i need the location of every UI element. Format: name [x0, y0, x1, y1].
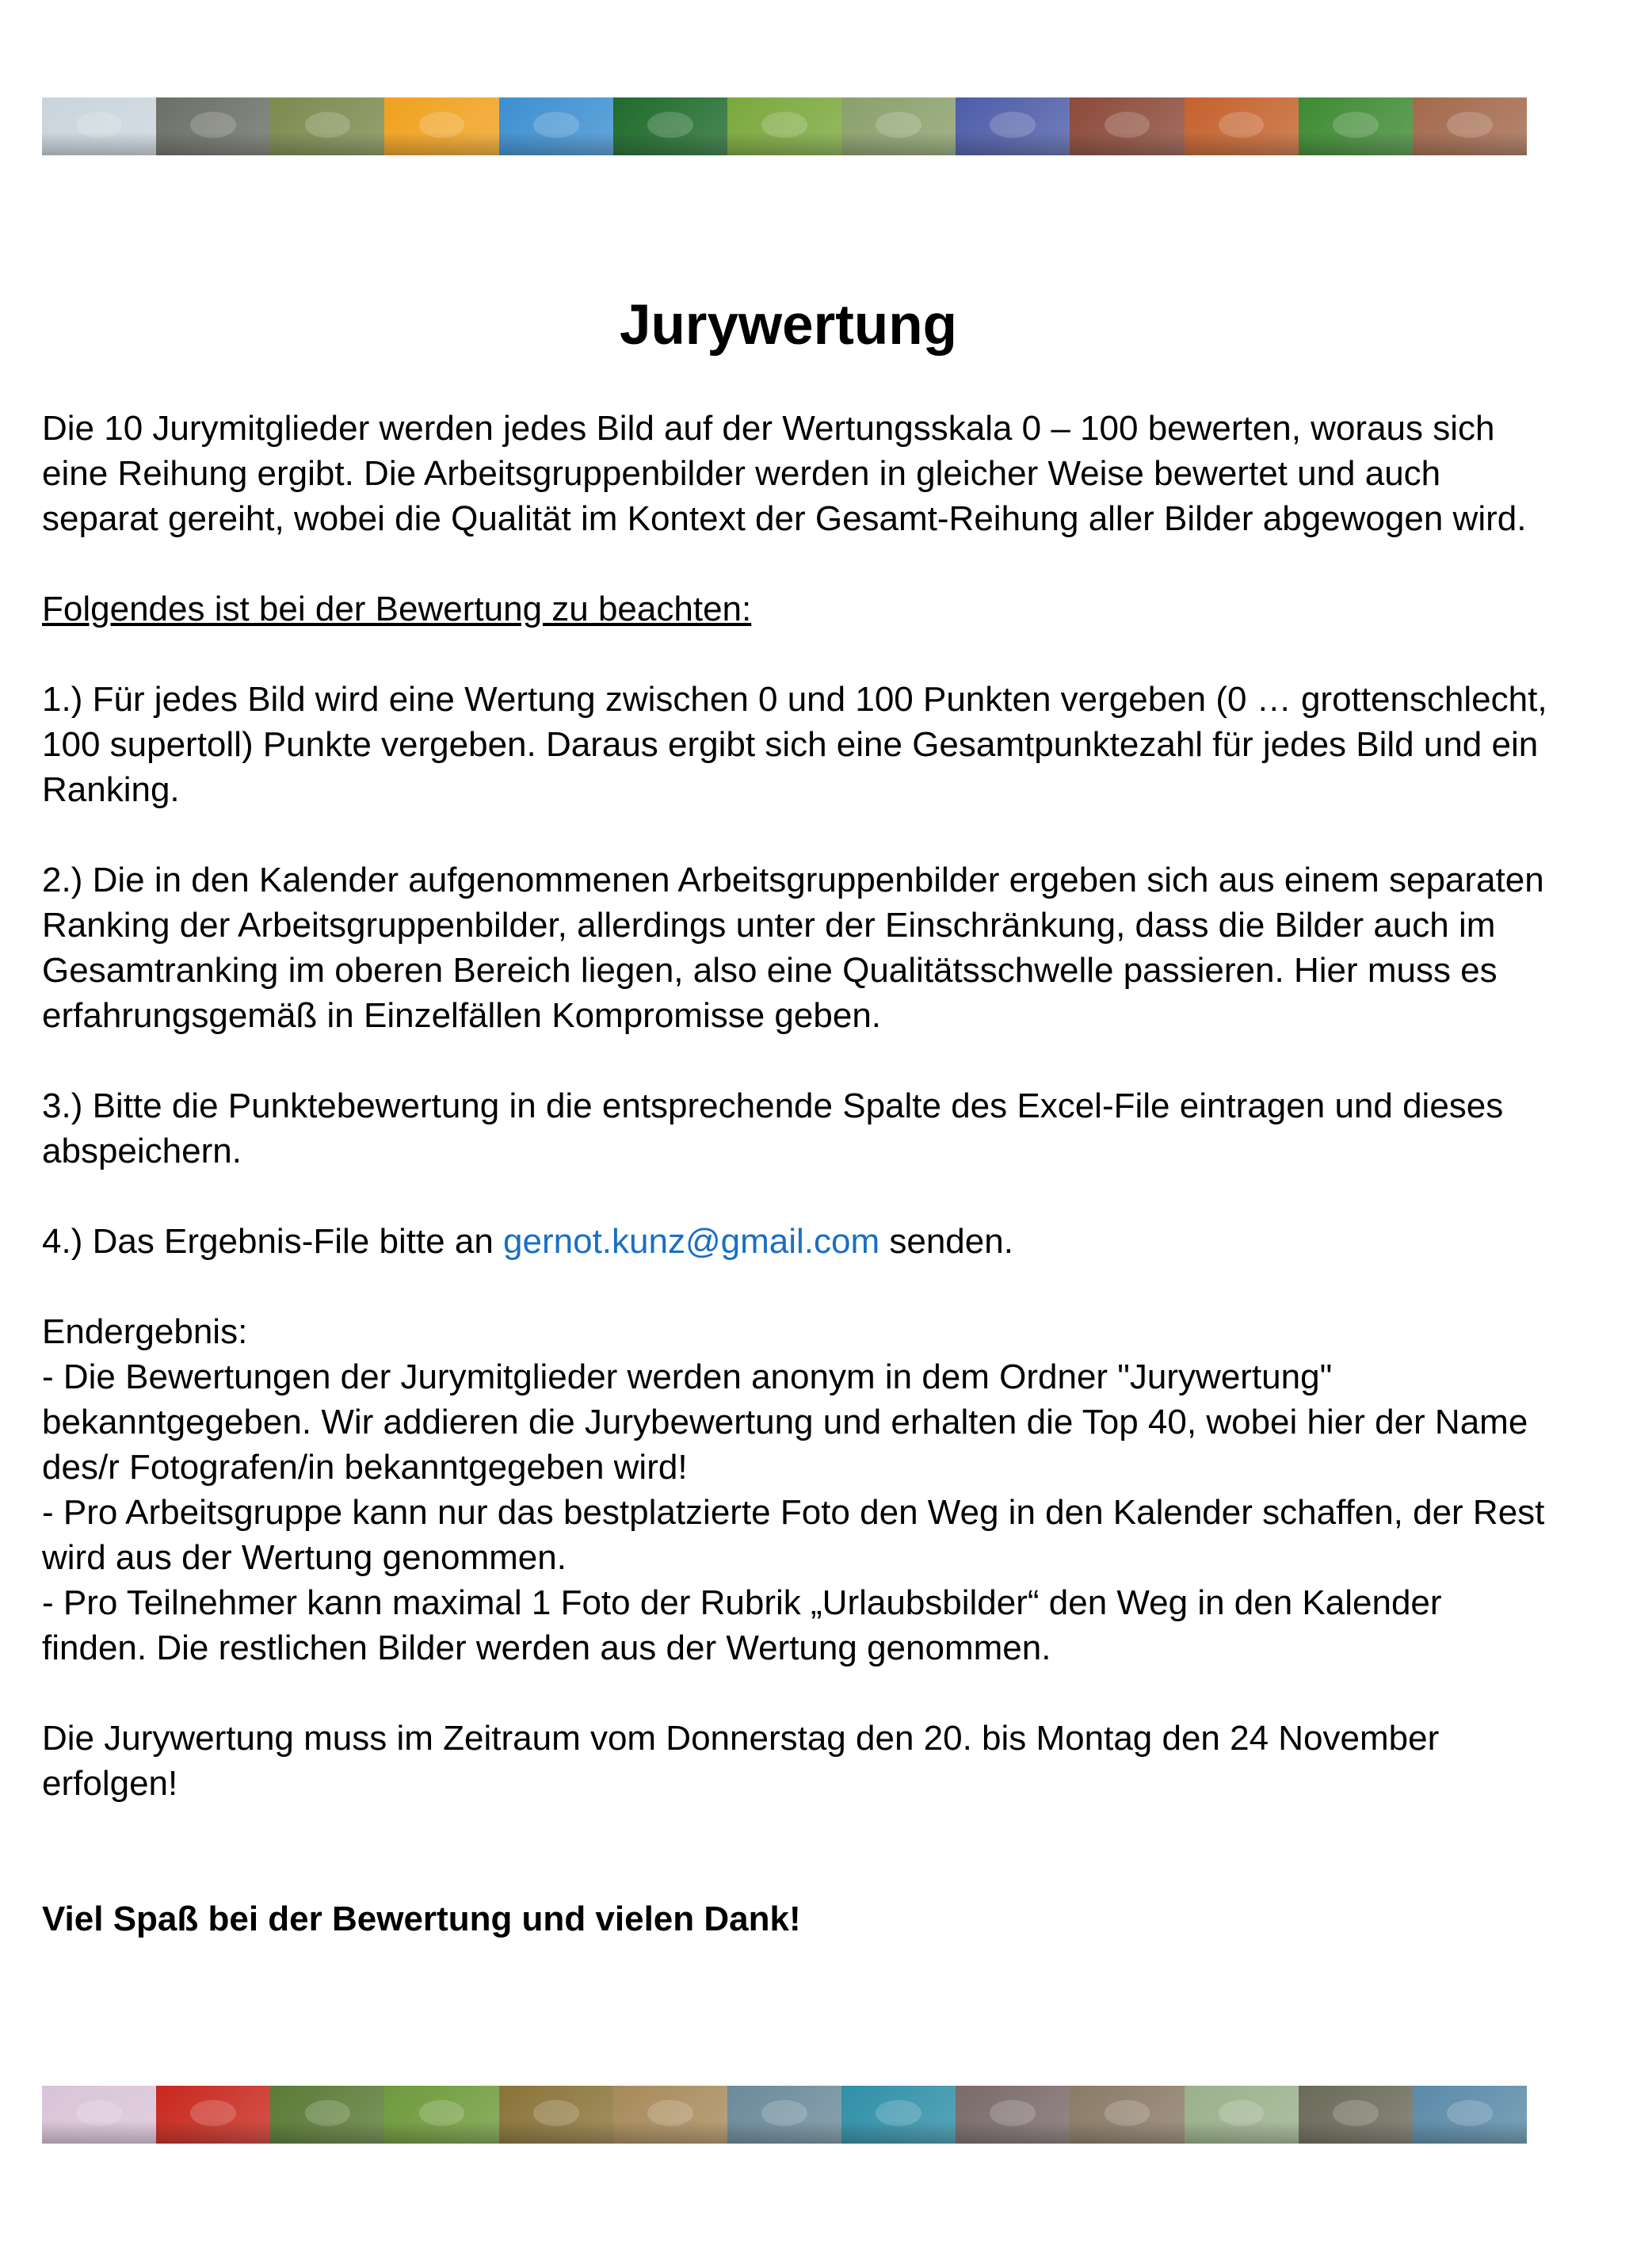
- photo-thumbnail: [1070, 97, 1184, 155]
- rule-4-suffix: senden.: [879, 1222, 1013, 1261]
- photo-thumbnail: [1299, 2086, 1413, 2144]
- closing-line: Viel Spaß bei der Bewertung und vielen Dank!: [42, 1900, 801, 1938]
- photo-thumbnail: [613, 2086, 727, 2144]
- rule-4-prefix: 4.) Das Ergebnis-File bitte an: [42, 1222, 504, 1261]
- result-item-2: - Pro Arbeitsgruppe kann nur das bestplatzierte Foto den Weg in den Kalender schaffen, der Rest wird aus der Wertung genommen.: [42, 1493, 1545, 1577]
- result-heading: Endergebnis:: [42, 1312, 248, 1351]
- photo-thumbnail: [727, 2086, 841, 2144]
- photo-thumbnail: [42, 97, 156, 155]
- photo-thumbnail: [1413, 97, 1527, 155]
- deadline-paragraph: Die Jurywertung muss im Zeitraum vom Donnerstag den 20. bis Montag den 24 November erfolgen!: [42, 1719, 1440, 1803]
- photo-thumbnail: [384, 2086, 498, 2144]
- photo-thumbnail: [1299, 97, 1413, 155]
- email-link[interactable]: gernot.kunz@gmail.com: [503, 1222, 880, 1261]
- photo-thumbnail: [1413, 2086, 1527, 2144]
- intro-paragraph: Die 10 Jurymitglieder werden jedes Bild auf der Wertungsskala 0 – 100 bewerten, woraus sich eine Reihung ergibt. Die Arbeitsgruppenbilder werden in gleicher Weise bewertet und auch separat gereiht, wobei die Qualität im Kontext der Gesamt-Reihung aller Bilder abgewogen wird.: [42, 409, 1527, 538]
- photo-thumbnail: [499, 97, 613, 155]
- result-item-1: - Die Bewertungen der Jurymitglieder werden anonym in dem Ordner "Jurywertung" bekanntgegeben. Wir addieren die Jurybewertung und erhalten die Top 40, wobei hier der Name des/r Fotografen/in bekanntgegeben wird!: [42, 1357, 1528, 1487]
- photo-thumbnail: [1185, 2086, 1299, 2144]
- rule-3: 3.) Bitte die Punktebewertung in die entsprechende Spalte des Excel-File eintragen und dieses abspeichern.: [42, 1086, 1504, 1170]
- rules-heading: Folgendes ist bei der Bewertung zu beachten:: [42, 590, 752, 628]
- photo-thumbnail: [956, 97, 1070, 155]
- photo-thumbnail: [1070, 2086, 1184, 2144]
- rule-2: 2.) Die in den Kalender aufgenommenen Arbeitsgruppenbilder ergeben sich aus einem separaten Ranking der Arbeitsgruppenbilder, allerdings unter der Einschränkung, dass die Bilder auch im Gesamtranking im oberen Bereich liegen, also eine Qualitätsschwelle passieren. Hier muss es erfahrungsgemäß in Einzelfällen Kompromisse geben.: [42, 861, 1544, 1035]
- photo-thumbnail: [384, 97, 498, 155]
- photo-thumbnail: [156, 2086, 270, 2144]
- photo-thumbnail: [499, 2086, 613, 2144]
- photo-thumbnail: [841, 2086, 956, 2144]
- photo-thumbnail: [156, 97, 270, 155]
- photo-thumbnail: [841, 97, 956, 155]
- bottom-photo-strip: [42, 2086, 1527, 2144]
- page-title: Jurywertung: [619, 294, 958, 357]
- photo-thumbnail: [727, 97, 841, 155]
- top-photo-strip: [42, 97, 1527, 155]
- photo-thumbnail: [270, 2086, 384, 2144]
- rule-1: 1.) Für jedes Bild wird eine Wertung zwischen 0 und 100 Punkten vergeben (0 … grottenschlecht, 100 supertoll) Punkte vergeben. Daraus ergibt sich eine Gesamtpunktezahl für jedes Bild und ein Ranking.: [42, 680, 1547, 809]
- photo-thumbnail: [956, 2086, 1070, 2144]
- photo-thumbnail: [42, 2086, 156, 2144]
- photo-thumbnail: [613, 97, 727, 155]
- result-item-3: - Pro Teilnehmer kann maximal 1 Foto der Rubrik „Urlaubsbilder“ den Weg in den Kalender finden. Die restlichen Bilder werden aus der Wertung genommen.: [42, 1583, 1442, 1667]
- photo-thumbnail: [270, 97, 384, 155]
- document-body: [42, 406, 1547, 1987]
- rule-4: [42, 1219, 1547, 1264]
- photo-thumbnail: [1185, 97, 1299, 155]
